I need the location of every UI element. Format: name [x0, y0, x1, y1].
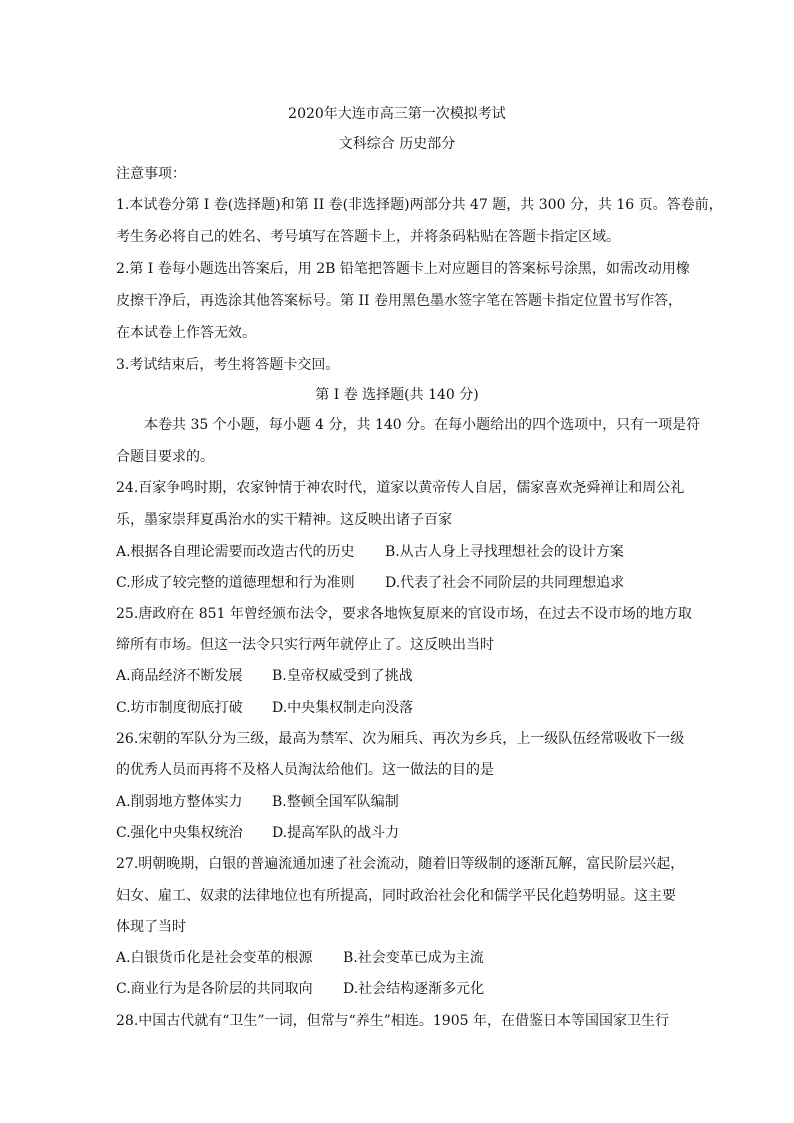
section-intro-line: 本卷共 35 个小题，每小题 4 分，共 140 分。在每小题给出的四个选项中，只有一项是符 — [144, 417, 701, 433]
notes-line: 2.第 I 卷每小题选出答案后，用 2B 铅笔把答题卡上对应题目的答案标号涂黑，如需改动用橡 — [116, 261, 690, 277]
question-25-stem: 25.唐政府在 851 年曾经颁布法令，要求各地恢复原来的官设市场，在过去不设市场的地方取 — [116, 606, 692, 622]
question-27-option-d: D.社会结构逐渐多元化 — [343, 981, 485, 997]
notes-heading: 注意事项： — [116, 166, 186, 182]
question-27-stem: 27.明朝晚期，白银的普遍流通加速了社会流动，随着旧等级制的逐渐瓦解，富民阶层兴起， — [116, 856, 685, 872]
question-24-option-a: A.根据各自理论需要而改造古代的历史 — [116, 544, 355, 560]
question-26-option-d: D.提高军队的战斗力 — [272, 825, 400, 841]
exam-subtitle: 文科综合 历史部分 — [338, 136, 456, 152]
question-26-option-a: A.削弱地方整体实力 — [116, 794, 243, 810]
question-27-option-b: B.社会变革已成为主流 — [343, 950, 484, 966]
exam-title: 2020年大连市高三第一次模拟考试 — [288, 106, 506, 122]
question-25-stem: 缔所有市场。但这一法令只实行两年就停止了。这反映出当时 — [116, 637, 494, 653]
question-26-option-c: C.强化中央集权统治 — [116, 825, 243, 841]
question-24-option-b: B.从古人身上寻找理想社会的设计方案 — [385, 544, 624, 560]
section-intro-line: 合题目要求的。 — [116, 449, 214, 465]
notes-line: 3.考试结束后，考生将答题卡交回。 — [116, 357, 340, 373]
question-24-option-d: D.代表了社会不同阶层的共同理想追求 — [385, 575, 625, 591]
question-27-stem: 体现了当时 — [116, 919, 186, 935]
question-25-option-c: C.坊市制度彻底打破 — [116, 700, 243, 716]
question-27-option-a: A.白银货币化是社会变革的根源 — [116, 950, 313, 966]
question-26-stem: 的优秀人员而再将不及格人员淘汰给他们。这一做法的目的是 — [116, 762, 494, 778]
question-25-option-a: A.商品经济不断发展 — [116, 668, 243, 684]
question-26-stem: 26.宋朝的军队分为三级，最高为禁军、次为厢兵、再次为乡兵，上一级队伍经常吸收下一级 — [116, 731, 685, 747]
notes-line: 考生务必将自己的姓名、考号填写在答题卡上，并将条码粘贴在答题卡指定区域。 — [116, 229, 620, 245]
notes-line: 1.本试卷分第 I 卷(选择题)和第 II 卷(非选择题)两部分共 47 题，共 300 分，共 16 页。答卷前， — [116, 197, 723, 213]
question-25-option-d: D.中央集权制走向没落 — [272, 700, 414, 716]
notes-line: 在本试卷上作答无效。 — [116, 325, 256, 341]
section-title: 第 I 卷 选择题(共 140 分) — [315, 387, 479, 403]
question-25-option-b: B.皇帝权威受到了挑战 — [272, 668, 413, 684]
question-27-stem: 妇女、雇工、奴隶的法律地位也有所提高，同时政治社会化和儒学平民化趋势明显。这主要 — [116, 888, 676, 904]
question-24-stem: 24.百家争鸣时期，农家钟情于神农时代，道家以黄帝传人自居，儒家喜欢尧舜禅让和周公礼 — [116, 480, 685, 496]
question-24-stem: 乐，墨家崇拜夏禹治水的实干精神。这反映出诸子百家 — [116, 512, 452, 528]
question-26-option-b: B.整顿全国军队编制 — [272, 794, 399, 810]
notes-line: 皮擦干净后，再选涂其他答案标号。第 II 卷用黑色墨水签字笔在答题卡指定位置书写作答， — [116, 293, 682, 309]
question-27-option-c: C.商业行为是各阶层的共同取向 — [116, 981, 313, 997]
question-24-option-c: C.形成了较完整的道德理想和行为准则 — [116, 575, 355, 591]
question-28-stem: 28.中国古代就有“卫生”一词，但常与“养生”相连。1905 年，在借鉴日本等国国家卫生行 — [116, 1013, 669, 1029]
